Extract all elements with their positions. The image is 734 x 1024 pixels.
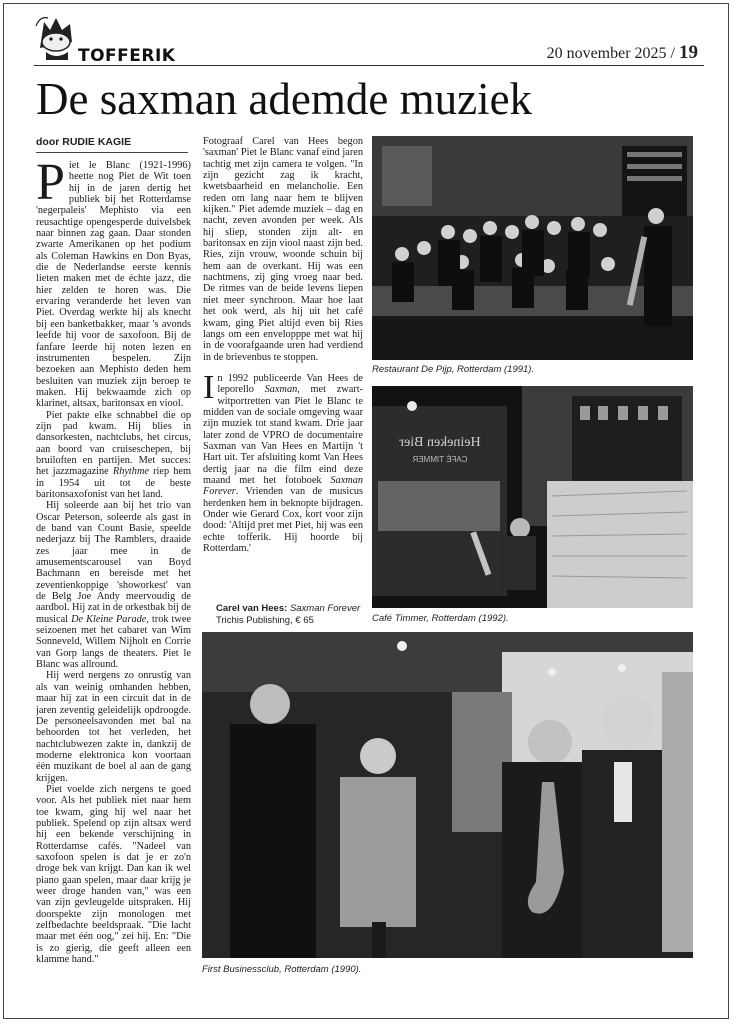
credit-title: Saxman Forever <box>289 603 361 614</box>
article-headline: De saxman ademde muziek <box>36 74 533 124</box>
photo-restaurant-de-pijp <box>372 136 693 360</box>
photo-caption: First Businessclub, Rotterdam (1990). <box>202 964 362 975</box>
article-byline: door RUDIE KAGIE <box>36 136 132 148</box>
article-column-2 <box>203 136 363 616</box>
paragraph-text: , trok twee seizoenen met het cabaret van Wim Sonneveld, Willem Nijholt en Corrie van Gorp langs de theaters. Piet le Blanc was allround. <box>36 613 191 671</box>
issue-date: 20 november 2025 <box>546 45 667 62</box>
window-sign-text: Heineken Bier <box>399 435 481 450</box>
drop-cap: P <box>36 160 65 211</box>
article-column-1 <box>36 160 191 980</box>
photo-first-businessclub <box>202 632 693 958</box>
paragraph: Fotograaf Carel van Hees begon 'saxman' Piet le Blanc vanaf eind jaren tachtig met zijn camera te volgen. "In zijn gezicht zag ik kracht, kwetsbaarheid en melancholie. Een reden om lang naar hem te blijven kijken." Piet ademde muziek – dag en nacht, zeven avonden per week. Als hij sliep, stonden zijn alt- en baritonsax en zijn viool naast zijn bed. Ries, zijn vrouw, woonde schuin bij hem aan de overkant. Hij was een nachtmens, zij ging vroeg naar bed. De ritmes van de beide levens liepen niet meer synchroon. Maar hoe laat het ook werd, als hij uit het café kwam, ging Piet altijd even bij Ries langs om een envelopppe met wat hij in de voorafgaande uren had verdiend in de brievenbus te stoppen. <box>203 136 363 363</box>
book-title: Saxman Forever <box>203 474 363 498</box>
paragraph-text: Piet pakte elke schnabbel die op zijn pad kwam. Hij blies in dansorkesten, nachtclubs, het circus, aan boord van cruiseschepen, bij bruiloften en partijen. Met succes: het jazzmagazine <box>36 409 191 478</box>
paragraph <box>36 500 191 670</box>
window-sign-subtext: CAFÉ TIMMER <box>412 455 468 464</box>
book-credit <box>216 603 366 627</box>
paragraph-text: iet le Blanc (1921-1996) heette nog Piet de Wit toen hij in de jaren dertig het publiek bij het Rotterdamse 'negerpaleis' Mephisto via een reusachtige opengesperde duivelsbek naar binnen zag gaan. Daar stonden zwarte Amerikanen op het podium als Coleman Hawkins en Don Byas, die de Nederlandse eerste kennis lieten maken met de échte jazz, die hier zelden te horen was. Die ervaring veranderde het leven van Piet. Overdag werkte hij als knecht bij een banketbakker, maar 's avonds leefde hij voor de saxofoon. Bij de fanfare leerde hij noten lezen en instrumenten bespelen. Zijn bezoeken aan Mephisto deden hem besluiten van muziek zijn beroep te maken. Hij bekwaamde zich op klarinet, altsax, baritonsax en viool. <box>36 160 191 410</box>
credit-author: Carel van Hees: <box>216 603 288 614</box>
photo-cafe-timmer <box>372 386 693 608</box>
paragraph <box>203 368 363 555</box>
credit-publisher: Trichis Publishing, € 65 <box>216 615 314 626</box>
musical-title: De Kleine Parade <box>71 613 147 625</box>
dateline-separator: / <box>670 45 675 62</box>
header-rule <box>34 65 704 66</box>
fox-mascot-icon <box>34 8 82 64</box>
paragraph-text: Hij soleerde aan bij het trio van Oscar Peterson, soleerde als gast in de band van Count Basie, speelde nederjazz bij The Ramblers, draaide zes jaar mee in de amusementscarousel van Boyd Bachmann en bereisde met het zeventienkoppige 'showorkest' van de Belg Joe Andy meervoudig de aardbol. Hij zat in de orkestbak bij de musical <box>36 500 191 625</box>
page-number: 19 <box>679 42 698 63</box>
paragraph <box>36 410 191 501</box>
brand-logo: TOFFERIK <box>78 46 176 66</box>
dateline <box>547 42 698 64</box>
paragraph-text: riep hem in 1954 uit tot de beste baritonsaxofonist van het land. <box>36 466 191 500</box>
photo-caption: Café Timmer, Rotterdam (1992). <box>372 613 509 624</box>
paragraph: Piet voelde zich nergens te goed voor. Als het publiek niet naar hem toe kwam, ging hij wel naar het publiek. Spelend op zijn altsax werd hij een bekende verschijning in Rotterdamse cafés. "Nadeel van saxofoon spelen is dat je er zo'n droge bek van krijgt. Dan kan ik wel piano gaan spelen, maar daar krijg je weer droge handen van," was een van zijn gevleugelde uitspraken. Hij doorspekte zijn monologen met zelfbedachte beeldspraak. "Die lacht maar met één oog," zei hij. En: "Die is zo gierig, die geeft alleen een klamme hand." <box>36 783 191 966</box>
paragraph-text: , met zwart-witportretten van Piet le Blanc te midden van de sociale omgeving waar zijn muziek tot stand kwam. Drie jaar later zond de VPRO de documentaire Saxman van Van Hees en Martijn 't Hart uit. Ter afsluiting komt Van Hees dertig jaar na die film eind deze maand met het fotoboek <box>203 384 363 486</box>
drop-cap: I <box>203 368 215 406</box>
paragraph-text: . Vrienden van de musicus herdenken hem in beknopte bijdragen. Onder wie Gerard Cox, kort voor zijn dood: 'Altijd pret met Piet, hij was een echte tofferik. Hij hoorde bij Rotterdam.' <box>203 486 363 555</box>
paragraph <box>36 160 191 410</box>
paragraph-text: n 1992 publiceerde Van Hees de leporello <box>217 372 363 396</box>
masthead <box>34 8 184 64</box>
byline-rule <box>36 152 188 153</box>
paragraph: Hij werd nergens zo onrustig van als van weinig omhanden hebben, maar hij zat in een circuit dat in de jaren zeventig geleidelijk opdroogde. De personeelsavonden met bal na behoorden tot het verleden, het nachtclubwezen zakte in, dankzij de moderne elektronica kon voortaan één muzikant de boel al aan de gang krijgen. <box>36 670 191 784</box>
magazine-title: Rhythme <box>112 466 149 478</box>
photo-caption: Restaurant De Pijp, Rotterdam (1991). <box>372 364 535 375</box>
book-title: Saxman <box>264 384 298 396</box>
